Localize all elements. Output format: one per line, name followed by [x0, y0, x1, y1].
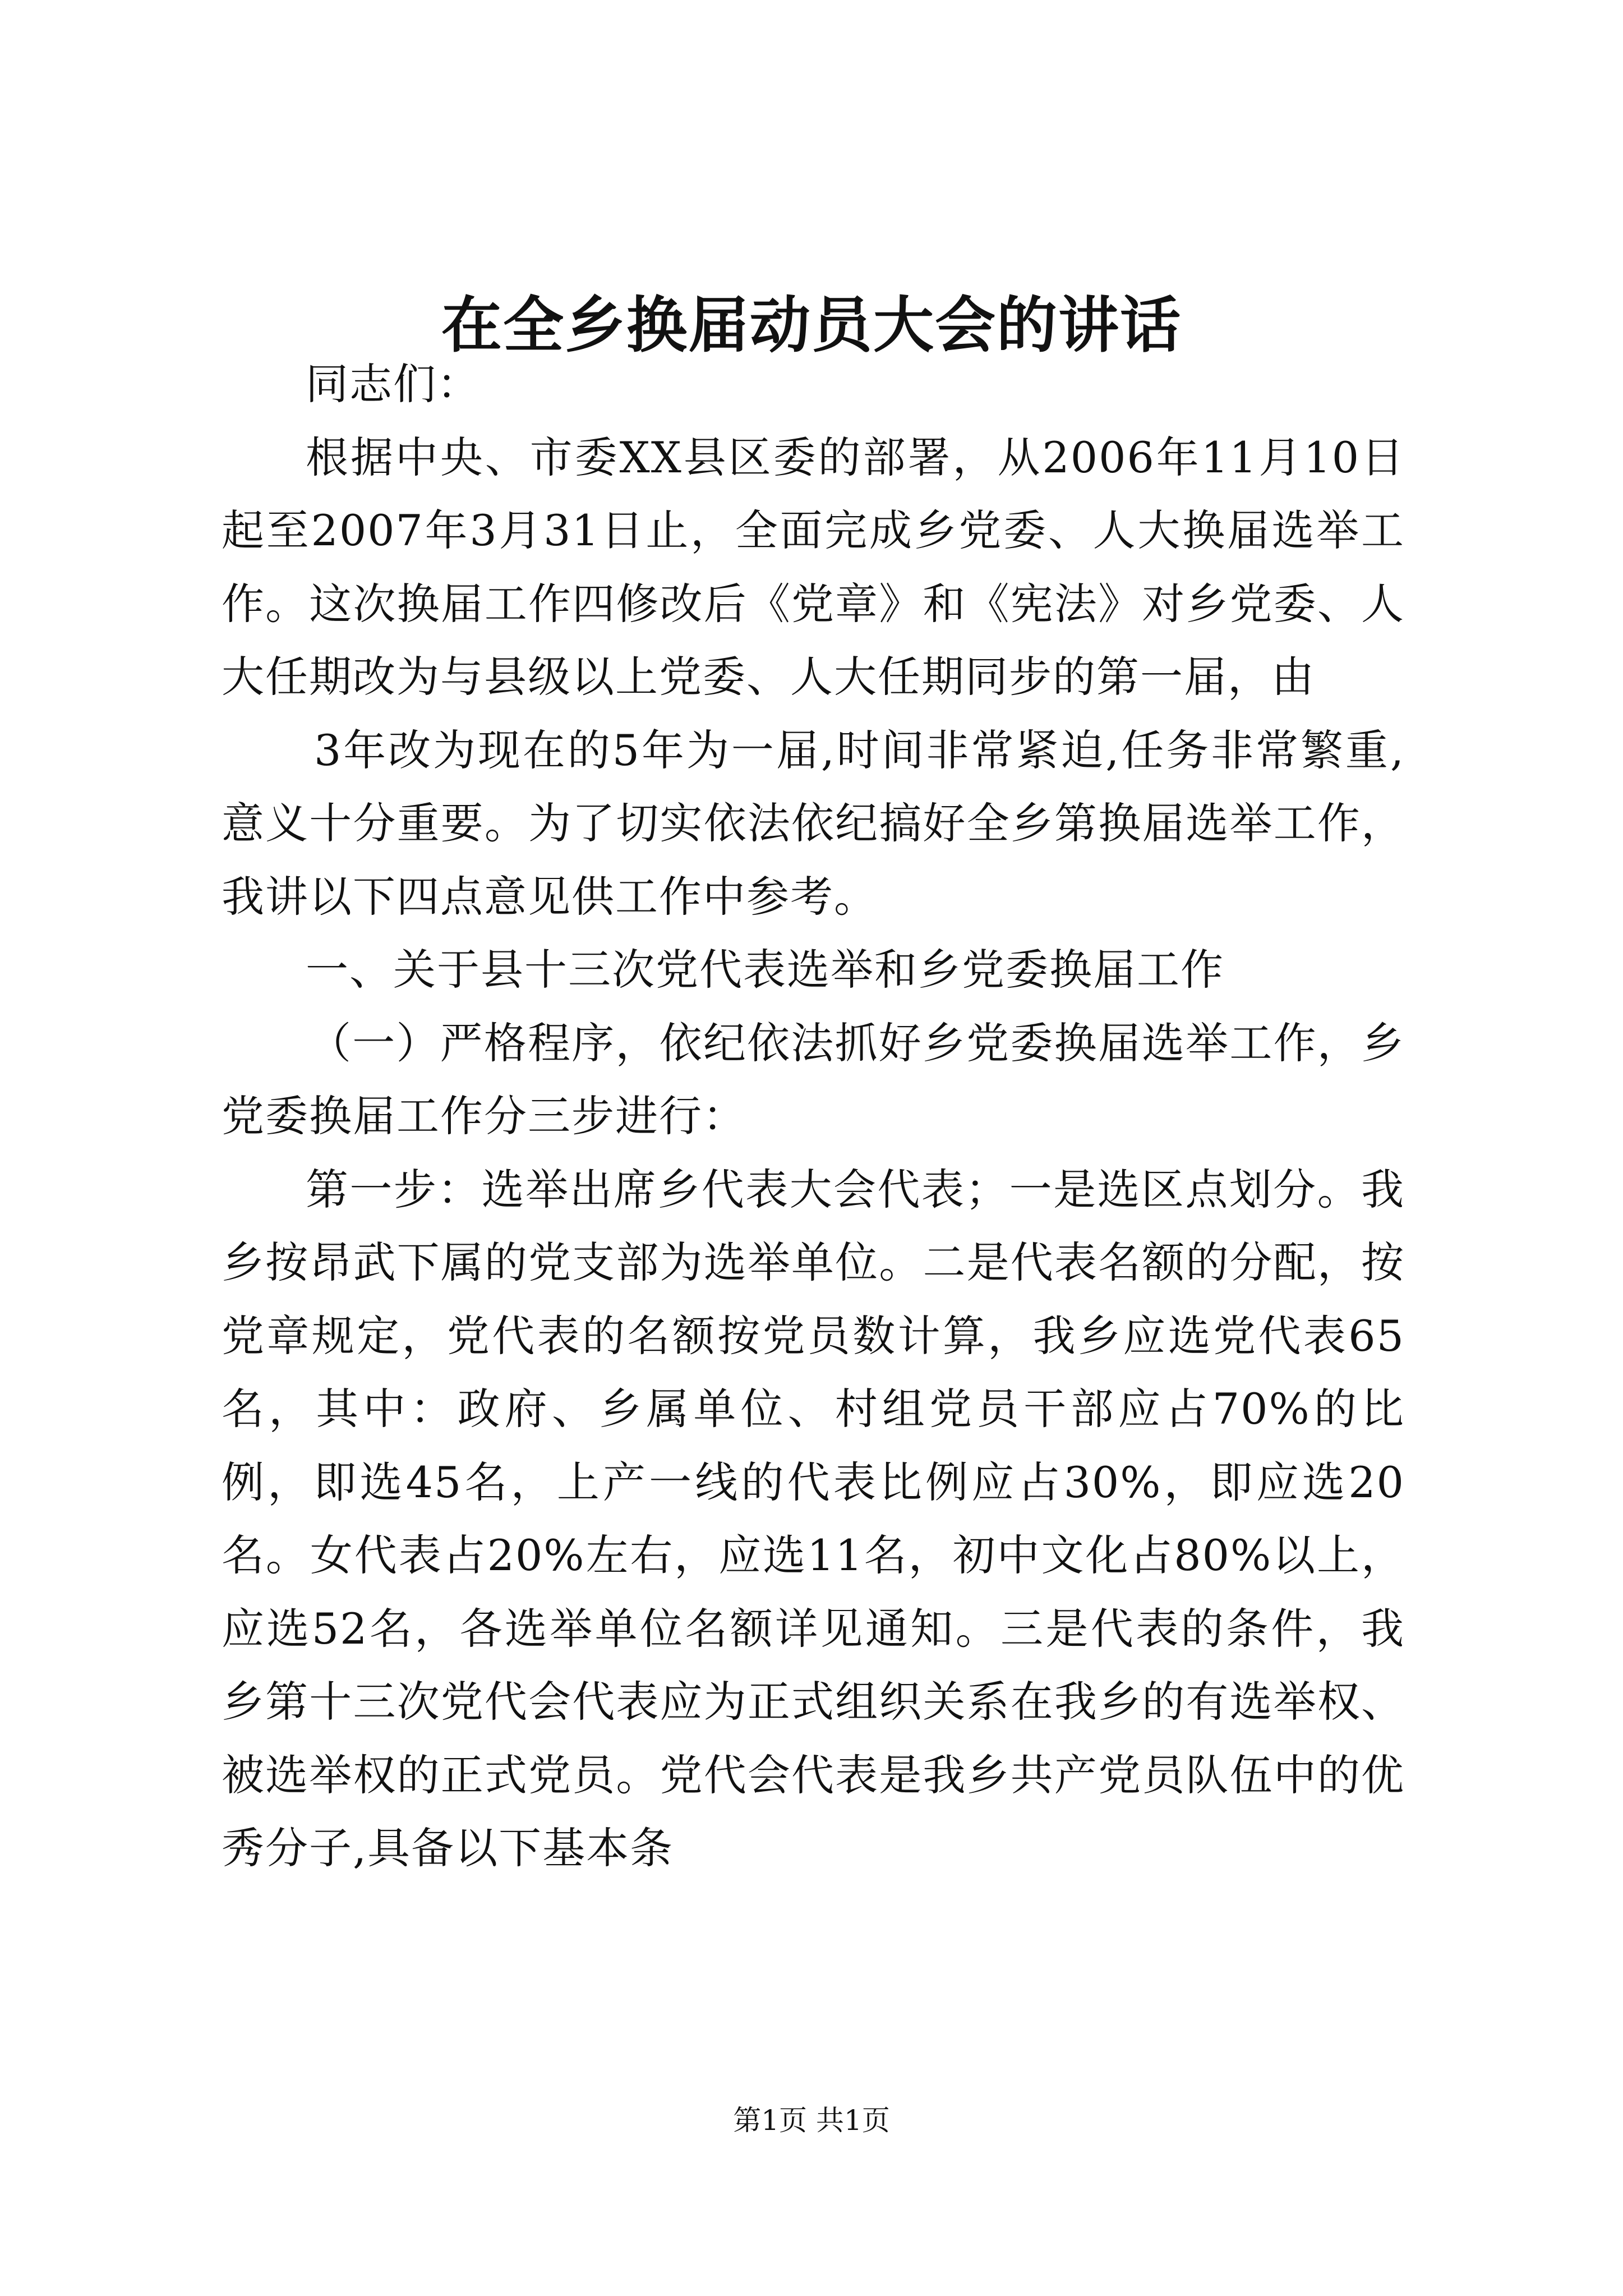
document-title: 在全乡换届动员大会的讲话 [441, 290, 1182, 361]
body-paragraph-2: 3年改为现在的5年为一届,时间非常紧迫,任务非常繁重,意义十分重要。为了切实依法依纪搞好全乡第换届选举工作，我讲以下四点意见供工作中参考。 [222, 725, 1405, 922]
document-body [222, 348, 1405, 1885]
section-heading-1: 一、关于县十三次党代表选举和乡党委换届工作 [306, 945, 1224, 995]
page-footer: 第1页 共1页 [733, 2104, 890, 2137]
subsection-heading-1: （一）严格程序，依纪依法抓好乡党委换届选举工作，乡党委换届工作分三步进行： [222, 1018, 1405, 1141]
body-paragraph-1: 根据中央、市委XX县区委的部署，从2006年11月10日起至2007年3月31日止，全面完成乡党委、人大换届选举工作。这次换届工作四修改后《党章》和《宪法》对乡党委、人大任期改为与县级以上党委、人大任期同步的第一届，由 [222, 432, 1405, 702]
body-paragraph-3: 第一步：选举出席乡代表大会代表；一是选区点划分。我乡按昂武下属的党支部为选举单位。二是代表名额的分配，按党章规定，党代表的名额按党员数计算，我乡应选党代表65名，其中：政府、乡属单位、村组党员干部应占70%的比例，即选45名，上产一线的代表比例应占30%，即应选20名。女代表占20%左右，应选11名，初中文化占80%以上，应选52名，各选举单位名额详见通知。三是代表的条件，我乡第十三次党代会代表应为正式组织关系在我乡的有选举权、被选举权的正式党员。党代会代表是我乡共产党员队伍中的优秀分子,具备以下基本条 [222, 1164, 1405, 1873]
salutation-paragraph: 同志们： [306, 359, 481, 409]
